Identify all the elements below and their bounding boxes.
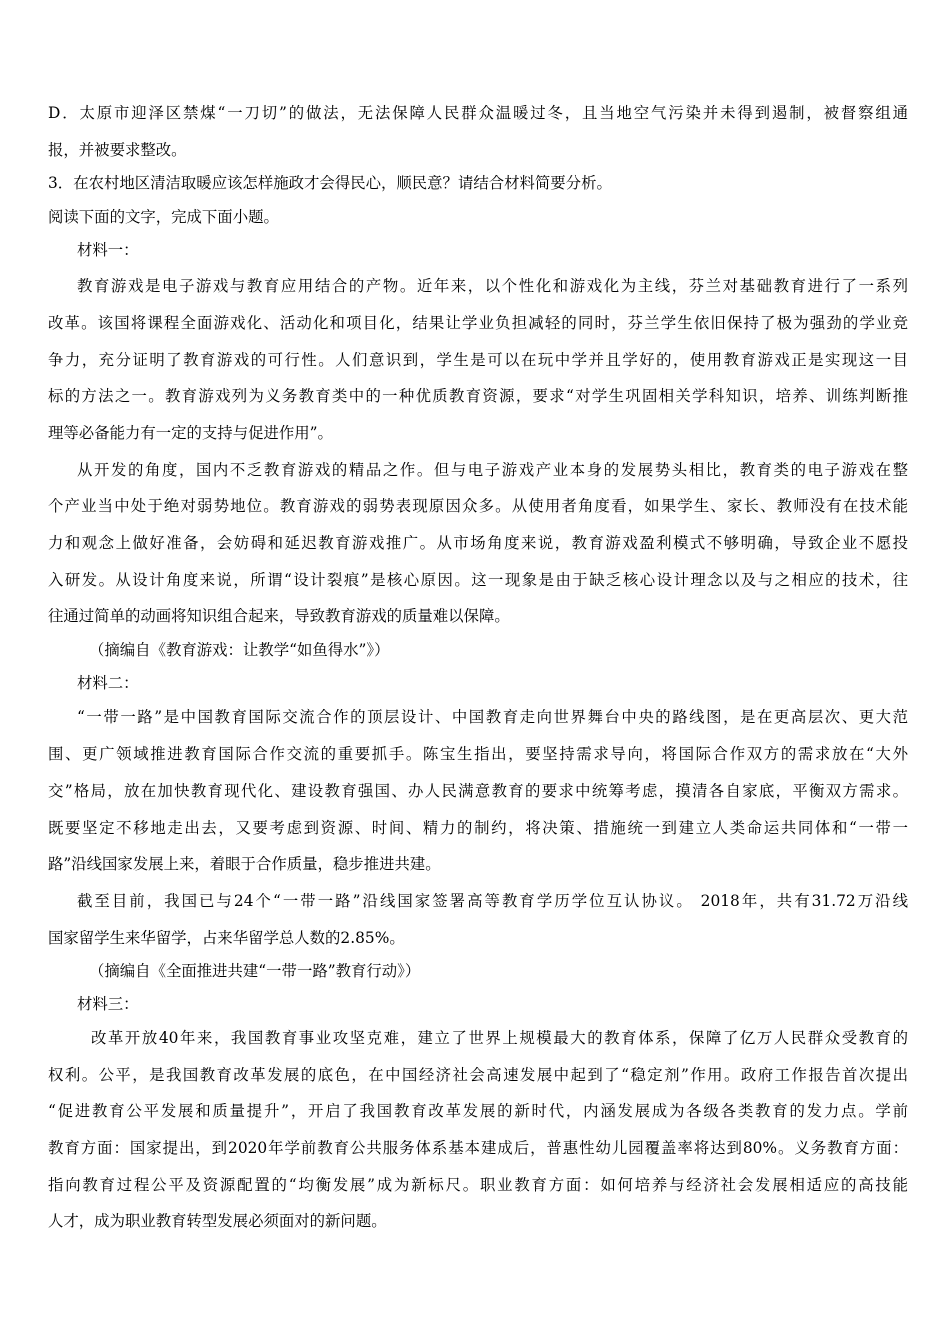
- material-1-p1-line-3: 争力，充分证明了教育游戏的可行性。人们意识到，学生是可以在玩中学并且学好的，使用教育游戏正是实现这一目: [48, 351, 908, 369]
- material-1-p2-line-2: 个产业当中处于绝对弱势地位。教育游戏的弱势表现原因众多。从使用者角度看，如果学生、家长、教师没有在技术能: [48, 497, 908, 515]
- material-2-p1-line-5: 路”沿线国家发展上来，着眼于合作质量，稳步推进共建。: [48, 855, 441, 873]
- material-3-p1-line-5: 指向教育过程公平及资源配置的“均衡发展”成为新标尺。职业教育方面：如何培养与经济社会发展相适应的高技能: [48, 1176, 908, 1194]
- option-d-line-2: 报，并被要求整改。: [48, 141, 187, 159]
- material-3-p1-line-3: “促进教育公平发展和质量提升”，开启了我国教育改革发展的新时代，内涵发展成为各级各类教育的发力点。学前: [48, 1102, 908, 1120]
- option-d-line-1: D．太原市迎泽区禁煤“一刀切”的做法，无法保障人民群众温暖过冬，且当地空气污染并未得到遏制，被督察组通: [48, 104, 908, 122]
- material-1-source: （摘编自《教育游戏：让教学“如鱼得水”》）: [89, 641, 390, 659]
- material-1-p2-line-1: 从开发的角度，国内不乏教育游戏的精品之作。但与电子游戏产业本身的发展势头相比，教育类的电子游戏在整: [77, 461, 908, 479]
- material-3-heading: 材料三：: [77, 995, 139, 1013]
- material-1-heading: 材料一：: [77, 241, 139, 259]
- material-1-p2-line-3: 力和观念上做好准备，会妨碍和延迟教育游戏推广。从市场角度来说，教育游戏盈利模式不够明确，导致企业不愿投: [48, 534, 908, 552]
- material-3-p1-line-6: 人才，成为职业教育转型发展必须面对的新问题。: [48, 1212, 387, 1230]
- question-3: 3．在农村地区清洁取暖应该怎样施政才会得民心，顺民意？请结合材料简要分析。: [48, 174, 612, 192]
- material-2-p2-line-2: 国家留学生来华留学，占来华留学总人数的2.85%。: [48, 929, 405, 947]
- material-2-p1-line-2: 围、更广领域推进教育国际合作交流的重要抓手。陈宝生指出，要坚持需求导向，将国际合作双方的需求放在“大外: [48, 745, 908, 763]
- material-1-p1-line-1: 教育游戏是电子游戏与教育应用结合的产物。近年来，以个性化和游戏化为主线，芬兰对基础教育进行了一系列: [77, 277, 908, 295]
- material-1-p2-line-5: 往通过简单的动画将知识组合起来，导致教育游戏的质量难以保障。: [48, 607, 510, 625]
- material-1-p1-line-5: 理等必备能力有一定的支持与促进作用”。: [48, 424, 333, 442]
- material-3-p1-line-2: 权利。公平，是我国教育改革发展的底色，在中国经济社会高速发展中起到了“稳定剂”作用。政府工作报告首次提出: [48, 1066, 908, 1084]
- reading-instruction: 阅读下面的文字，完成下面小题。: [48, 208, 279, 226]
- material-2-source: （摘编自《全面推进共建“一带一路”教育行动》）: [89, 962, 421, 980]
- material-2-p1-line-1: “一带一路”是中国教育国际交流合作的顶层设计、中国教育走向世界舞台中央的路线图，是在更高层次、更大范: [77, 708, 908, 726]
- material-3-p1-line-4: 教育方面：国家提出，到2020年学前教育公共服务体系基本建成后，普惠性幼儿园覆盖率将达到80%。义务教育方面：: [48, 1139, 908, 1157]
- material-1-p1-line-4: 标的方法之一。教育游戏列为义务教育类中的一种优质教育资源，要求“对学生巩固相关学科知识，培养、训练判断推: [48, 387, 908, 405]
- material-3-p1-line-1: 改革开放40年来，我国教育事业攻坚克难，建立了世界上规模最大的教育体系，保障了亿万人民群众受教育的: [91, 1029, 908, 1047]
- material-2-p1-line-3: 交”格局，放在加快教育现代化、建设教育强国、办人民满意教育的要求中统筹考虑，摸清各自家底，平衡双方需求。: [48, 782, 908, 800]
- material-2-p1-line-4: 既要坚定不移地走出去，又要考虑到资源、时间、精力的制约，将决策、措施统一到建立人类命运共同体和“一带一: [48, 819, 908, 837]
- material-1-p1-line-2: 改革。该国将课程全面游戏化、活动化和项目化，结果让学业负担减轻的同时，芬兰学生依旧保持了极为强劲的学业竞: [48, 314, 908, 332]
- material-2-heading: 材料二：: [77, 674, 139, 692]
- material-1-p2-line-4: 入研发。从设计角度来说，所谓“设计裂痕”是核心原因。这一现象是由于缺乏核心设计理念以及与之相应的技术，往: [48, 571, 908, 589]
- material-2-p2-line-1: 截至目前，我国已与24个“一带一路”沿线国家签署高等教育学历学位互认协议。 2018年，共有31.72万沿线: [77, 892, 908, 910]
